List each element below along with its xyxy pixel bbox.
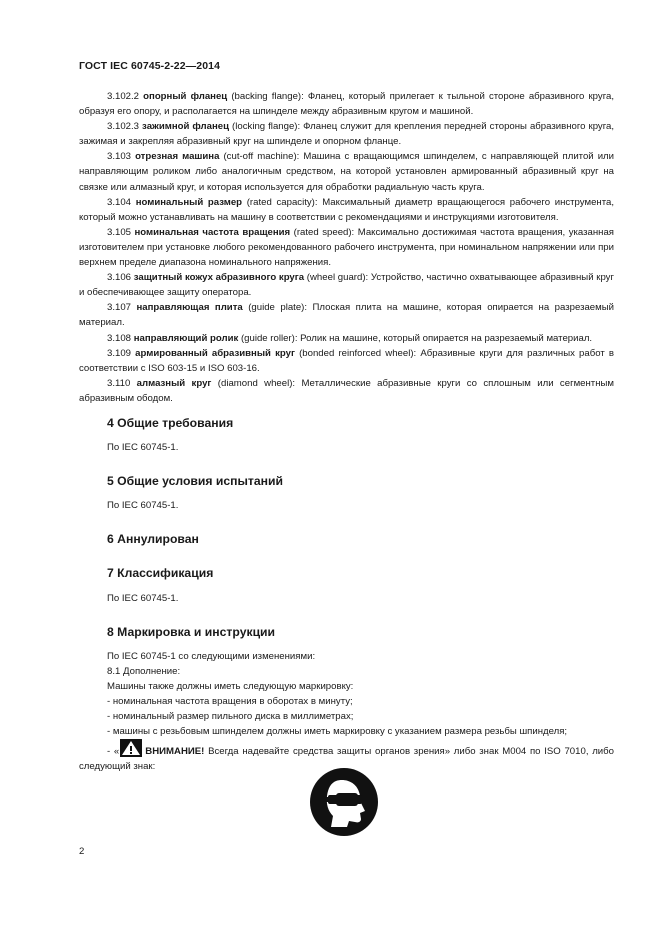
eye-protection-sign-icon [309, 767, 379, 837]
page-header: ГОСТ IEC 60745-2-22—2014 [79, 60, 221, 72]
section-6 [79, 532, 614, 547]
definition-term: номинальный размер [135, 196, 243, 208]
definition-text: (bonded reinforced wheel): Абразивные круги для различных работ в соответствии с ISO 603-15 и ISO 603-16. [79, 347, 614, 374]
definition-term: алмазный круг [136, 377, 212, 389]
definition-number: 3.109 [107, 347, 132, 359]
section-title: 6 Аннулирован [107, 532, 199, 547]
definition-text: (wheel guard): Устройство, частично охватывающее абразивный круг и обеспечивающее защиту оператора. [79, 272, 614, 299]
definition-item [79, 331, 614, 346]
definition-term: отрезная машина [135, 151, 220, 163]
warning-label: ВНИМАНИЕ! [145, 746, 205, 758]
definition-item [79, 119, 614, 149]
definition-item [79, 225, 614, 270]
definition-term: номинальная частота вращения [134, 226, 291, 238]
marking-item: - номинальная частота вращения в оборотах в минуту; [107, 696, 353, 707]
definition-term: зажимной фланец [142, 121, 230, 133]
subsection-label: 8.1 Дополнение: [107, 665, 181, 677]
section-8 [79, 625, 614, 775]
definition-term: направляющий ролик [133, 332, 239, 344]
warning-prefix: - « [107, 746, 120, 758]
page-content [79, 89, 614, 774]
marking-item: - номинальный размер пильного диска в миллиметрах; [107, 711, 354, 723]
section-title: 5 Общие условия испытаний [107, 474, 284, 489]
definition-text: (rated capacity): Максимальный диаметр вращающегося рабочего инструмента, который можно устанавливать на машину в соответствии с рекомендациями и инструкциями изготовителя. [79, 196, 614, 223]
definition-number: 3.108 [107, 332, 132, 344]
definition-term: защитный кожух абразивного круга [133, 272, 305, 284]
warning-triangle-icon [120, 739, 142, 757]
page-number: 2 [79, 846, 85, 857]
definition-text: (diamond wheel): Металлические абразивные круги со сплошным или сегментным абразивным ободом. [79, 377, 614, 404]
definition-item [79, 346, 614, 376]
definition-item [79, 195, 614, 225]
definition-number: 3.105 [107, 226, 132, 238]
definition-text: (guide plate): Плоская плита на машине, которая опирается на разрезаемый материал. [79, 302, 614, 329]
section-body: По IEC 60745-1. [107, 500, 179, 512]
section-title: 4 Общие требования [107, 415, 234, 430]
definition-number: 3.103 [107, 151, 132, 163]
definition-item [79, 270, 614, 300]
definition-text: (guide roller): Ролик на машине, который опирается на разрезаемый материал. [238, 332, 593, 344]
definition-item [79, 376, 614, 406]
definition-item [79, 149, 614, 194]
definition-text: (backing flange): Фланец, который прилегает к тыльной стороне абразивного круга, образуя его опору, и располагается на шпинделе между абразивным кругом и машиной. [79, 91, 614, 118]
definition-number: 3.102.2 [107, 91, 140, 102]
definition-number: 3.104 [107, 196, 132, 208]
section-body: По IEC 60745-1 со следующими изменениями: [107, 650, 316, 662]
section-body: По IEC 60745-1. [107, 592, 179, 604]
warning-text: Всегда надевайте средства защиты органов зрения» либо знак M004 по ISO 7010, либо следующий знак: [79, 746, 614, 773]
marking-intro: Машины также должны иметь следующую маркировку: [107, 680, 354, 692]
definitions-list [79, 89, 614, 406]
definition-term: армированный абразивный круг [135, 347, 295, 359]
section-body: По IEC 60745-1. [107, 442, 179, 454]
definition-number: 3.102.3 [107, 121, 140, 133]
section-title: 8 Маркировка и инструкции [107, 624, 276, 639]
definition-number: 3.110 [107, 377, 131, 389]
definition-term: опорный фланец [143, 91, 228, 102]
definition-term: направляющая плита [136, 302, 243, 314]
definition-text: (cut-off machine): Машина с вращающимся шпинделем, с направляющей плитой или направляющим роликом либо аналогичным средством, на которой установлен армированный абразивный круг на связке или алмазный круг, и которая используется для обработки радиальную часть круга. [79, 151, 615, 193]
definition-number: 3.107 [107, 302, 132, 314]
definition-text: (rated speed): Максимально достижимая частота вращения, указанная изготовителем при установке любого рекомендованного рабочего инструмента, при номинальном напряжении или при верхнем пределе диапазона номинального напряжения. [79, 226, 614, 269]
marking-item: - машины с резьбовым шпинделем должны иметь маркировку с указанием размера резьбы шпинделя; [107, 726, 568, 738]
definition-number: 3.106 [107, 272, 132, 284]
section-4 [79, 416, 614, 455]
section-7 [79, 566, 614, 605]
section-5 [79, 474, 614, 513]
definition-item [79, 89, 614, 119]
definition-item [79, 300, 614, 330]
definition-text: (locking flange): Фланец служит для крепления передней стороны абразивного круга, зажимая и закрепляя абразивный круг на шпинделе и опорном фланце. [79, 121, 615, 148]
section-title: 7 Классификация [107, 566, 214, 581]
